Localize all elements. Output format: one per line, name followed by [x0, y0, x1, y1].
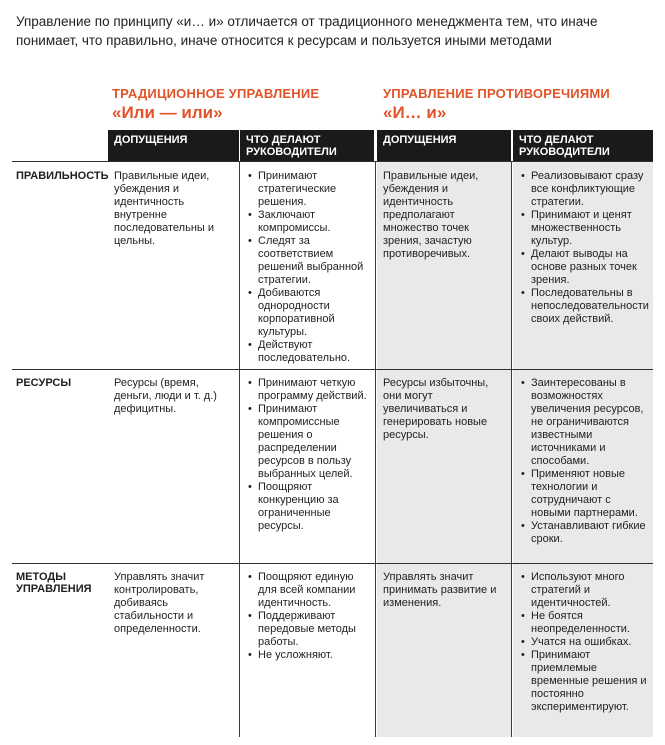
- row-label-management-methods: МЕТОДЫ УПРАВЛЕНИЯ: [16, 571, 92, 595]
- list-item: • Поощряют конкуренцию за ограниченные ресурсы.: [246, 481, 368, 533]
- row-label-resources: РЕСУРСЫ: [16, 377, 72, 389]
- list-item: • Принимают четкую программу действий.: [246, 377, 368, 403]
- list-item: • Не боятся неопределенности.: [519, 610, 647, 636]
- contra-assumption-resources: Ресурсы избыточны, они могут увеличиваться и генерировать новые ресурсы.: [383, 377, 489, 441]
- trad-actions-correctness: [240, 170, 374, 365]
- contra-actions-methods: [513, 571, 653, 714]
- intro-text: Управление по принципу «и… и» отличается от традиционного менеджмента тем, что иначе понимает, что правильно, иначе относится к ресурсам и пользуется иными методами: [16, 14, 598, 48]
- traditional-subtitle: «Или — или»: [112, 103, 223, 122]
- column-divider: [511, 161, 512, 737]
- bullet-list: [246, 170, 368, 365]
- list-item: • Последовательны в непоследовательности своих действий.: [519, 287, 647, 326]
- contra-assumption-methods: Управлять значит принимать развитие и изменения.: [383, 571, 497, 609]
- list-item: • Используют много стратегий и идентичностей.: [519, 571, 647, 610]
- list-item: • Принимают и ценят множественность культур.: [519, 209, 647, 248]
- trad-actions-resources: [240, 377, 374, 533]
- list-item: • Делают выводы на основе разных точек зрения.: [519, 248, 647, 287]
- list-item: • Заинтересованы в возможностях увеличения ресурсов, не ограничиваются известными источниками и способами.: [519, 377, 647, 468]
- contradictions-group-heading: [383, 86, 610, 123]
- contra-actions-correctness: [513, 170, 653, 326]
- trad-assumption-correctness: Правильные идеи, убеждения и идентичность внутренне последовательны и цельны.: [114, 170, 214, 247]
- traditional-group-heading: [112, 86, 319, 123]
- row-divider: [12, 161, 653, 162]
- list-item: • Принимают компромиссные решения о распределении ресурсов в пользу выбранных целей.: [246, 403, 368, 481]
- list-item: • Устанавливают гибкие сроки.: [519, 520, 647, 546]
- list-item: • Следят за соответствием решений выбранной стратегии.: [246, 235, 368, 287]
- list-item: • Реализовывают сразу все конфликтующие стратегии.: [519, 170, 647, 209]
- column-divider: [375, 161, 376, 737]
- trad-actions-methods: [240, 571, 374, 662]
- contradictions-title: УПРАВЛЕНИЕ ПРОТИВОРЕЧИЯМИ: [383, 86, 610, 101]
- row-label-correctness: ПРАВИЛЬНОСТЬ: [16, 170, 109, 182]
- contra-assumption-correctness: Правильные идеи, убеждения и идентичность предполагают множество точек зрения, зачастую противоречивых.: [383, 170, 479, 260]
- list-item: • Добиваются однородности корпоративной культуры.: [246, 287, 368, 339]
- contradictions-subtitle: «И… и»: [383, 103, 447, 122]
- list-item: • Поддерживают передовые методы работы.: [246, 610, 368, 649]
- bullet-list: [246, 571, 368, 662]
- bullet-list: [519, 571, 647, 714]
- list-item: • Не усложняют.: [246, 649, 368, 662]
- row-divider: [12, 563, 653, 564]
- list-item: • Действуют последовательно.: [246, 339, 368, 365]
- list-item: • Заключают компромиссы.: [246, 209, 368, 235]
- contra-actions-resources: [513, 377, 653, 546]
- traditional-title: ТРАДИЦИОННОЕ УПРАВЛЕНИЕ: [112, 86, 320, 101]
- list-item: • Принимают стратегические решения.: [246, 170, 368, 209]
- list-item: • Применяют новые технологии и сотрудничают с новыми партнерами.: [519, 468, 647, 520]
- row-divider: [12, 369, 653, 370]
- bullet-list: [519, 170, 647, 326]
- list-item: • Поощряют единую для всей компании идентичность.: [246, 571, 368, 610]
- bullet-list: [519, 377, 647, 546]
- header-contra-assumptions: ДОПУЩЕНИЯ: [377, 130, 511, 161]
- list-item: • Принимают приемлемые временные решения и постоянно экспериментируют.: [519, 649, 647, 714]
- trad-assumption-resources: Ресурсы (время, деньги, люди и т. д.) дефицитны.: [114, 377, 217, 415]
- header-trad-managers-do: ЧТО ДЕЛАЮТ РУКОВОДИТЕЛИ: [240, 130, 374, 161]
- header-contra-managers-do: ЧТО ДЕЛАЮТ РУКОВОДИТЕЛИ: [513, 130, 653, 161]
- bullet-list: [246, 377, 368, 533]
- header-trad-assumptions: ДОПУЩЕНИЯ: [108, 130, 239, 161]
- list-item: • Учатся на ошибках.: [519, 636, 647, 649]
- trad-assumption-methods: Управлять значит контролировать, добиваясь стабильности и определенности.: [114, 571, 205, 635]
